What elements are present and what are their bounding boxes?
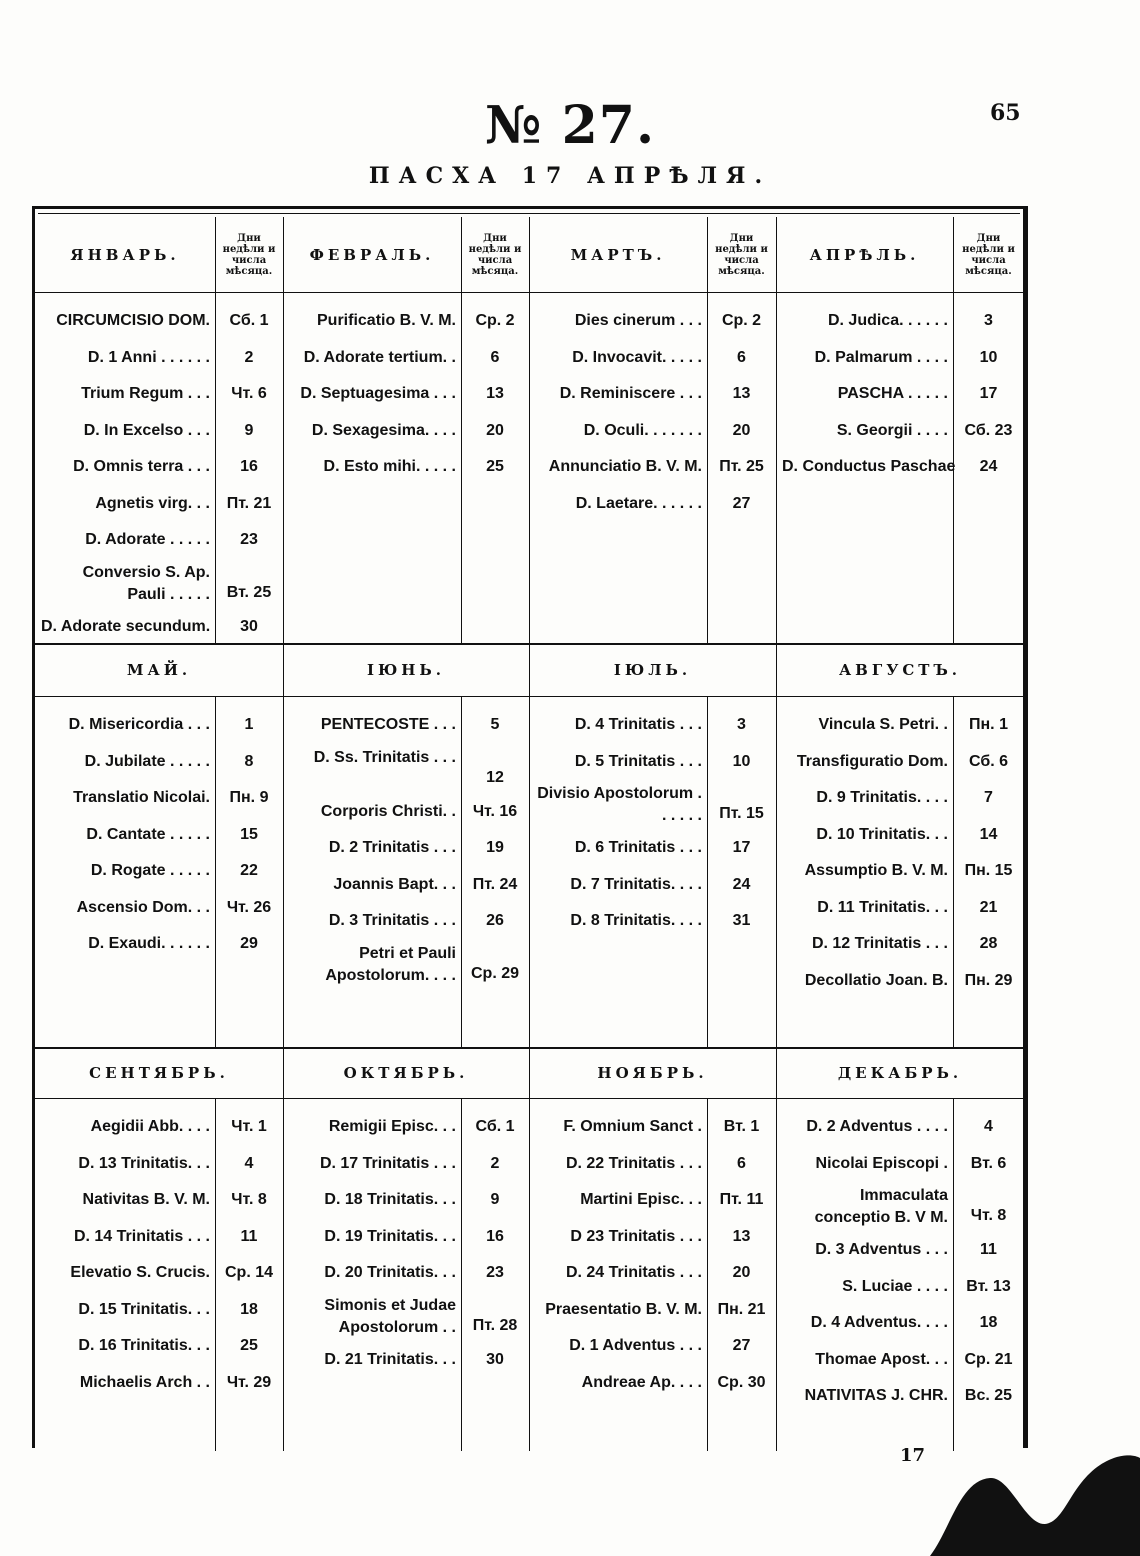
feast-name: D. Ss. Trinitatis . . .: [313, 748, 456, 766]
day-value: 17: [732, 839, 751, 856]
feast-name: D. 1 Adventus . . .: [569, 1337, 702, 1354]
feast-name: Aegidii Abb. . . .: [90, 1118, 210, 1135]
feast-name: D. 5 Trinitatis . . .: [574, 752, 702, 770]
day-column-header: Дни недѣли и числа мѣсяца.: [962, 232, 1015, 277]
day-value: 6: [737, 1154, 746, 1172]
day-value: Ср. 14: [224, 1264, 273, 1281]
feast-name: PENTECOSTE . . .: [320, 716, 456, 733]
feast-name: Annunciatio B. V. M.: [548, 458, 702, 475]
feast-name: Corporis Christi. .: [320, 802, 456, 820]
day-value: 13: [732, 1227, 751, 1245]
day-value: Чт. 1: [231, 1118, 267, 1135]
day-value: 9: [244, 421, 254, 439]
feast-name: Thomae Apost. . .: [815, 1350, 948, 1368]
day-value: 16: [486, 1227, 504, 1245]
day-value: 11: [980, 1241, 997, 1258]
signature-mark: 17: [900, 1445, 926, 1466]
day-value: Чт. 8: [970, 1207, 1007, 1224]
day-value: 18: [240, 1300, 258, 1318]
day-value: Ср. 21: [964, 1350, 1013, 1368]
page-title: № 27.: [484, 95, 656, 156]
day-value: Вт. 25: [226, 583, 272, 601]
day-value: 4: [984, 1118, 993, 1135]
feast-name: D. Adorate . . . . .: [85, 531, 210, 548]
feast-name: D. Judica. . . . . .: [827, 312, 948, 329]
day-value: Сб. 6: [968, 752, 1008, 770]
feast-name: Joannis Bapt. . .: [333, 875, 456, 893]
feast-name: D. 21 Trinitatis. . .: [324, 1350, 456, 1368]
day-value: 17: [979, 385, 998, 402]
day-value: Пт. 24: [472, 875, 518, 893]
month-header: ЯНВАРЬ.: [70, 245, 180, 264]
feast-name: D. 2 Adventus . . . .: [806, 1118, 948, 1135]
feast-name: D. 16 Trinitatis. . .: [78, 1337, 210, 1354]
day-value: Чт. 8: [231, 1191, 267, 1208]
day-value: Пт. 11: [719, 1191, 764, 1208]
feast-name: S. Luciae . . . .: [842, 1277, 948, 1295]
day-value: Пн. 9: [229, 789, 269, 806]
day-value: 22: [240, 862, 258, 879]
day-value: Ср. 2: [475, 312, 515, 329]
feast-name: D. In Excelso . . .: [83, 421, 210, 439]
day-column-header: Дни недѣли и числа мѣсяца.: [715, 232, 768, 277]
feast-name: D. 3 Trinitatis . . .: [328, 912, 456, 929]
page-subtitle: ПАСХА 17 АПРѢЛЯ.: [368, 163, 772, 189]
day-value: Ср. 30: [717, 1373, 766, 1391]
day-value: 20: [486, 421, 504, 439]
feast-name: D. Adorate tertium. .: [303, 348, 456, 366]
feast-name: Elevatio S. Crucis.: [70, 1264, 210, 1281]
feast-name: D. 11 Trinitatis. . .: [817, 898, 948, 916]
day-value: 8: [244, 752, 254, 770]
day-value: Чт. 26: [226, 898, 272, 916]
day-value: 5: [490, 716, 500, 733]
feast-name: Purificatio B. V. M.: [317, 312, 456, 329]
day-value: Пн. 21: [717, 1300, 766, 1318]
feast-name: CIRCUMCISIO DOM.: [56, 312, 210, 329]
day-value: 4: [244, 1154, 254, 1172]
day-value: 21: [979, 898, 998, 916]
day-value: 25: [240, 1337, 258, 1354]
day-value: Вт. 13: [966, 1277, 1011, 1295]
feast-name: D. 20 Trinitatis. . .: [324, 1264, 456, 1281]
day-value: Ср. 29: [470, 964, 519, 982]
feast-name: Transfiguratio Dom.: [796, 752, 948, 770]
day-value: 10: [732, 752, 751, 770]
feast-name: D. Jubilate . . . . .: [84, 752, 210, 770]
feast-name: Nativitas B. V. M.: [82, 1191, 210, 1208]
day-value: 24: [732, 875, 751, 893]
day-value: Пн. 29: [964, 971, 1013, 989]
feast-name: D. 8 Trinitatis. . . .: [570, 912, 702, 929]
month-header: ІЮЛЬ.: [613, 660, 692, 679]
month-header: ОКТЯБРЬ.: [343, 1063, 469, 1082]
feast-name: D. 4 Trinitatis . . .: [574, 716, 702, 733]
month-header: ДЕКАБРЬ.: [837, 1063, 963, 1082]
day-value: 3: [737, 716, 746, 733]
feast-name: Martini Episc. . .: [580, 1191, 702, 1208]
day-value: Чт. 29: [226, 1373, 272, 1391]
feast-name: D. 9 Trinitatis. . . .: [816, 789, 948, 806]
day-value: Вс. 25: [964, 1387, 1013, 1404]
day-value: 14: [979, 825, 998, 843]
day-value: 1: [244, 716, 254, 733]
day-value: 28: [979, 935, 998, 952]
feast-name: Petri et Pauli Apostolorum. . . .: [325, 944, 456, 984]
month-header: НОЯБРЬ.: [597, 1063, 708, 1082]
feast-name: Dies cinerum . . .: [574, 312, 702, 329]
feast-name: S. Georgii . . . .: [836, 421, 948, 439]
column-rule: [283, 643, 284, 1047]
feast-name: Decollatio Joan. B.: [804, 971, 948, 989]
feast-name: D. 22 Trinitatis . . .: [565, 1154, 702, 1172]
day-value: Ср. 2: [721, 312, 762, 329]
day-value: 23: [486, 1264, 504, 1281]
feast-name: D. 15 Trinitatis. . .: [78, 1300, 210, 1318]
day-value: 31: [732, 912, 751, 929]
feast-name: Ascensio Dom. . .: [76, 898, 210, 916]
day-value: 10: [979, 348, 998, 366]
day-value: 25: [486, 458, 504, 475]
day-value: 2: [244, 348, 254, 366]
feast-name: D. Septuagesima . . .: [300, 385, 456, 402]
day-value: 20: [732, 1264, 751, 1281]
day-value: 16: [240, 458, 258, 475]
feast-name: D. Laetare. . . . . .: [575, 494, 702, 512]
day-value: 7: [984, 789, 993, 806]
feast-name: Nicolai Episcopi .: [815, 1154, 948, 1172]
day-value: Сб. 1: [475, 1118, 515, 1135]
feast-name: D. Conductus Paschae: [782, 458, 956, 475]
month-header: МАРТЪ.: [570, 245, 666, 264]
feast-name: D. Exaudi. . . . . .: [88, 935, 210, 952]
feast-name: D. Omnis terra . . .: [73, 458, 210, 475]
day-value: Пн. 1: [969, 716, 1008, 733]
day-value: Чт. 6: [231, 385, 267, 402]
day-value: 13: [486, 385, 504, 402]
feast-name: D. 7 Trinitatis. . . .: [570, 875, 702, 893]
day-value: 3: [984, 312, 993, 329]
day-value: 6: [737, 348, 746, 366]
feast-name: D. Rogate . . . . .: [90, 862, 210, 879]
feast-name: Vincula S. Petri. .: [818, 716, 948, 733]
day-value: 20: [732, 421, 751, 439]
feast-name: Conversio S. Ap. Pauli . . . . .: [82, 563, 210, 603]
day-value: Пт. 15: [719, 805, 764, 822]
feast-name: D. Adorate secundum.: [41, 617, 211, 635]
top-double-rule: [38, 213, 1020, 214]
feast-name: D. 1 Anni . . . . . .: [87, 348, 210, 366]
month-header: ФЕВРАЛЬ.: [309, 245, 435, 264]
day-value: Сб. 23: [964, 421, 1013, 439]
feast-name: PASCHA . . . . .: [837, 385, 948, 402]
feast-name: Trium Regum . . .: [81, 385, 210, 402]
day-value: 9: [490, 1191, 500, 1208]
day-value: 13: [732, 385, 751, 402]
feast-name: D. 18 Trinitatis. . .: [324, 1191, 456, 1208]
month-header: АВГУСТЪ.: [838, 660, 962, 679]
feast-name: D. Oculi. . . . . . .: [583, 421, 702, 439]
column-rule: [529, 643, 530, 1047]
feast-name: Andreae Ap. . . .: [581, 1373, 702, 1391]
day-value: Сб. 1: [229, 312, 269, 329]
day-value: Пт. 25: [719, 458, 764, 475]
feast-name: D. 10 Trinitatis. . .: [816, 825, 948, 843]
feast-name: D. 4 Adventus. . . .: [810, 1314, 948, 1331]
feast-name: D. Sexagesima. . . .: [311, 421, 456, 439]
day-value: Вт. 6: [970, 1154, 1007, 1172]
feast-name: Michaelis Arch . .: [79, 1373, 210, 1391]
day-column-header: Дни недѣли и числа мѣсяца.: [222, 232, 276, 277]
feast-name: D. 3 Adventus . . .: [815, 1241, 948, 1258]
ink-blot: [930, 1440, 1140, 1556]
day-value: 12: [486, 768, 504, 786]
day-value: 23: [240, 531, 258, 548]
day-value: Пт. 28: [472, 1316, 518, 1334]
day-value: 18: [979, 1314, 998, 1331]
feast-name: Translatio Nicolai.: [73, 789, 210, 806]
column-rule: [283, 1047, 284, 1451]
month-header: АПРѢЛЬ.: [809, 245, 920, 264]
day-value: Пн. 15: [964, 862, 1013, 879]
feast-name: D. Esto mihi. . . . .: [323, 458, 456, 475]
feast-name: D. 14 Trinitatis . . .: [73, 1227, 210, 1245]
day-value: 19: [486, 839, 504, 856]
calendar-table: [32, 206, 1028, 1448]
month-header: МАЙ.: [126, 660, 192, 679]
feast-name: NATIVITAS J. CHR.: [804, 1387, 948, 1404]
day-value: 2: [490, 1154, 500, 1172]
feast-name: D. Invocavit. . . . .: [572, 348, 702, 366]
feast-name: D. Palmarum . . . .: [814, 348, 948, 366]
month-header: СЕНТЯБРЬ.: [89, 1063, 229, 1082]
feast-name: D. 2 Trinitatis . . .: [328, 839, 456, 856]
day-value: 27: [732, 494, 751, 512]
day-value: 30: [240, 617, 258, 635]
day-value: Вт. 1: [723, 1118, 760, 1135]
column-rule: [529, 1047, 530, 1451]
feast-name: Immaculata conceptio B. V M.: [814, 1187, 948, 1226]
feast-name: D 23 Trinitatis . . .: [570, 1227, 702, 1245]
day-value: 15: [240, 825, 258, 843]
day-value: 24: [979, 458, 998, 475]
feast-name: D. 24 Trinitatis . . .: [565, 1264, 702, 1281]
feast-name: F. Omnium Sanct .: [563, 1118, 702, 1135]
feast-name: D. Reminiscere . . .: [559, 385, 702, 402]
feast-name: D. Cantate . . . . .: [86, 825, 210, 843]
feast-name: D. 17 Trinitatis . . .: [319, 1154, 456, 1172]
day-value: 29: [240, 935, 258, 952]
column-rule: [776, 643, 777, 1047]
feast-name: Divisio Apostolorum . . . . . .: [537, 785, 702, 824]
feast-name: Praesentatio B. V. M.: [545, 1300, 702, 1318]
day-value: 11: [240, 1227, 258, 1245]
feast-name: Agnetis virg. . .: [95, 494, 210, 512]
feast-name: D. 19 Trinitatis. . .: [324, 1227, 456, 1245]
feast-name: Assumptio B. V. M.: [804, 862, 948, 879]
day-value: 26: [486, 912, 504, 929]
day-value: 30: [486, 1350, 504, 1368]
feast-name: D. 6 Trinitatis . . .: [574, 839, 702, 856]
day-column-header: Дни недѣли и числа мѣсяца.: [468, 232, 522, 277]
day-value: 6: [490, 348, 500, 366]
day-value: Чт. 16: [472, 802, 518, 820]
month-header: ІЮНЬ.: [366, 660, 446, 679]
feast-name: D. 12 Trinitatis . . .: [811, 935, 948, 952]
feast-name: Simonis et Judae Apostolorum . .: [324, 1296, 456, 1336]
feast-name: Remigii Episc. . .: [328, 1118, 456, 1135]
day-value: Пт. 21: [226, 494, 272, 512]
column-rule: [776, 1047, 777, 1451]
page-number: 65: [990, 100, 1021, 126]
feast-name: D. Misericordia . . .: [68, 716, 210, 733]
feast-name: D. 13 Trinitatis. . .: [78, 1154, 210, 1172]
day-value: 27: [732, 1337, 751, 1354]
